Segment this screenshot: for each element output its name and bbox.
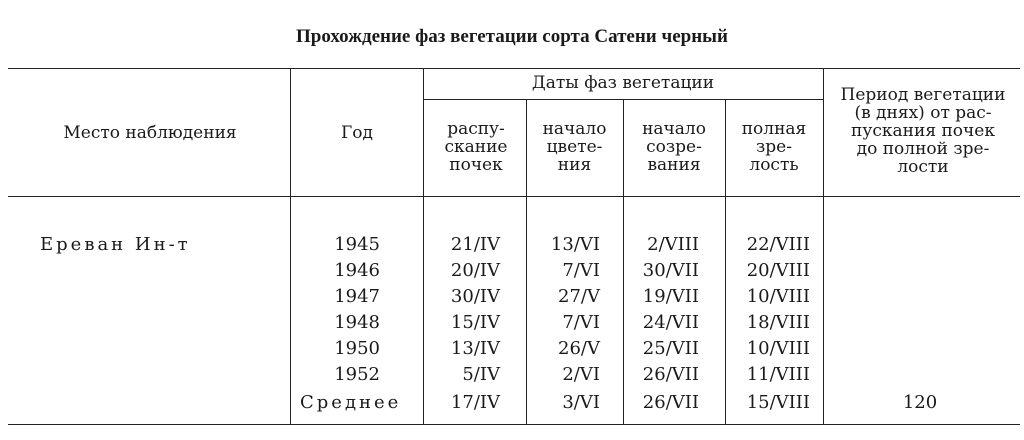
row-ripening: 25/VII — [642, 338, 699, 359]
row-flowering: 7/VI — [562, 312, 600, 333]
row-year: 1948 — [334, 312, 380, 333]
row-budbreak: 20/IV — [450, 260, 500, 281]
row-ripening: 30/VII — [642, 260, 699, 281]
row-ripening: 24/VII — [642, 312, 699, 333]
header-phase-group: Даты фаз вегетации — [531, 73, 715, 93]
header-bottom-rule — [8, 196, 1020, 197]
row-budbreak: 30/IV — [450, 286, 500, 307]
row-budbreak: 5/IV — [462, 364, 500, 385]
row-year: 1952 — [334, 364, 380, 385]
row-full: 20/VIII — [746, 260, 810, 281]
bottom-rule — [8, 424, 1020, 425]
row-full: 11/VIII — [746, 364, 810, 385]
row-full: 22/VIII — [746, 234, 810, 255]
average-budbreak: 17/IV — [450, 392, 500, 413]
average-ripening: 26/VII — [642, 392, 699, 413]
average-period: 120 — [902, 392, 938, 413]
header-phase-full: полная зре- лость — [741, 119, 807, 175]
average-label: Среднее — [300, 392, 402, 413]
row-full: 10/VIII — [746, 286, 810, 307]
header-phase-budbreak: распу- скание почек — [444, 119, 508, 175]
place-name: Ереван Ин-т — [40, 234, 191, 255]
row-ripening: 19/VII — [642, 286, 699, 307]
row-flowering: 13/VI — [550, 234, 600, 255]
table-title: Прохождение фаз вегетации сорта Сатени черный — [296, 26, 728, 47]
row-year: 1946 — [334, 260, 380, 281]
header-phase-ripening: начало созре- вания — [642, 119, 706, 175]
divider-phases-period — [823, 68, 824, 424]
row-budbreak: 13/IV — [450, 338, 500, 359]
row-ripening: 2/VIII — [647, 234, 699, 255]
row-flowering: 27/V — [558, 286, 600, 307]
header-year: Год — [341, 123, 373, 143]
row-flowering: 26/V — [558, 338, 600, 359]
divider-place-year — [290, 68, 291, 424]
row-budbreak: 21/IV — [450, 234, 500, 255]
row-full: 18/VIII — [746, 312, 810, 333]
average-flowering: 3/VI — [562, 392, 600, 413]
row-year: 1950 — [334, 338, 380, 359]
row-flowering: 7/VI — [562, 260, 600, 281]
row-budbreak: 15/IV — [450, 312, 500, 333]
header-period: Период вегетации (в днях) от рас- пускания почек до полной зре- лости — [840, 85, 1006, 177]
top-rule — [8, 68, 1020, 69]
header-place: Место наблюдения — [63, 123, 237, 143]
header-phase-flowering: начало цвете- ния — [542, 119, 607, 175]
row-ripening: 26/VII — [642, 364, 699, 385]
row-full: 10/VIII — [746, 338, 810, 359]
row-year: 1945 — [334, 234, 380, 255]
row-year: 1947 — [334, 286, 380, 307]
average-full: 15/VIII — [746, 392, 810, 413]
row-flowering: 2/VI — [562, 364, 600, 385]
